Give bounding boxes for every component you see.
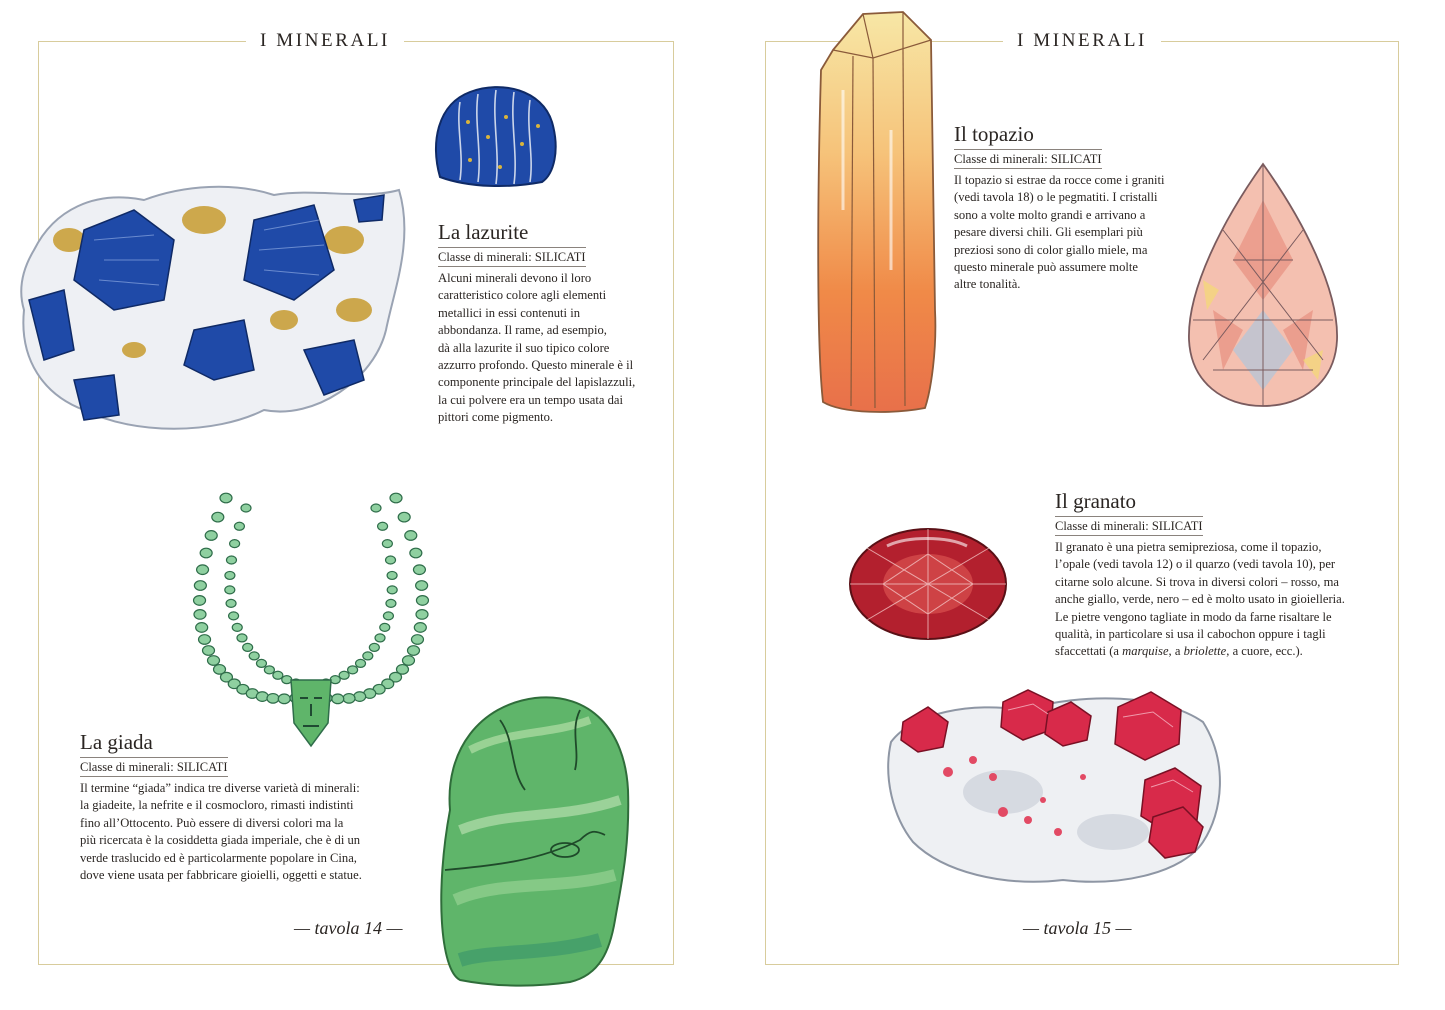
necklace-bead: [232, 623, 242, 631]
necklace-bead: [386, 599, 396, 607]
necklace-bead: [249, 652, 259, 660]
topazio-line: Il topazio si estrae da rocce come i graniti: [954, 173, 1165, 187]
left-folio: — tavola 14 —: [286, 918, 411, 939]
necklace-bead: [375, 634, 385, 642]
right-running-head: I MINERALI: [1003, 30, 1161, 52]
granato-line-suffix: , a cuore, ecc.).: [1226, 644, 1303, 659]
lazurite-line: pittori come pigmento.: [438, 410, 554, 425]
granato-line: l’opale (vedi tavola 12) o il quarzo (vedi tavola 10), per: [1055, 557, 1336, 572]
necklace-bead: [225, 571, 235, 579]
necklace-bead: [278, 694, 290, 704]
lazurite-line: metallici in essi contenuti in: [438, 305, 580, 320]
necklace-bead: [267, 694, 279, 704]
necklace-bead: [205, 531, 217, 541]
giada-line: più ricercata è la cosiddetta giada imperiale, che è di un: [80, 833, 361, 848]
lazurite-body: [438, 270, 635, 427]
necklace-bead: [241, 504, 251, 512]
giada-line: fino all’Ottocento. Può essere di diversi colori ma la: [80, 815, 344, 830]
necklace-bead: [390, 493, 402, 503]
necklace-bead: [229, 612, 239, 620]
giada-title: La giada: [80, 730, 153, 754]
necklace-bead: [383, 612, 393, 620]
right-folio: — tavola 15 —: [1015, 918, 1140, 939]
lazurite-entry: [438, 219, 635, 427]
granato-line: Le pietre vengono tagliate in modo da farne risaltare le: [1055, 609, 1332, 624]
necklace-bead: [416, 581, 428, 591]
necklace-bead: [230, 540, 240, 548]
necklace-bead: [354, 692, 366, 702]
topazio-line: altre tonalità.: [954, 277, 1021, 292]
giada-entry: [80, 729, 362, 884]
left-page: [0, 0, 722, 1010]
necklace-bead: [387, 571, 397, 579]
necklace-bead: [408, 646, 420, 656]
necklace-bead: [212, 512, 224, 522]
necklace-bead: [405, 531, 417, 541]
necklace-bead: [369, 643, 379, 651]
granato-line: Il granato è una pietra semipreziosa, come il topazio,: [1055, 540, 1322, 554]
necklace-bead: [371, 504, 381, 512]
pear-cut-topaz-illustration: [1183, 160, 1343, 410]
giada-line: verde traslucido ed è particolarmente popolare in Cina,: [80, 850, 357, 865]
necklace-bead: [356, 659, 366, 667]
necklace-bead: [380, 623, 390, 631]
necklace-bead: [387, 586, 397, 594]
necklace-bead: [416, 596, 428, 606]
granato-title: Il granato: [1055, 489, 1137, 513]
granato-line-prefix: sfaccettati (a: [1055, 644, 1123, 659]
necklace-bead: [243, 643, 253, 651]
necklace-bead: [194, 596, 206, 606]
lazurite-line: componente principale del lapislazzuli,: [438, 375, 636, 390]
necklace-bead: [197, 565, 209, 575]
topazio-title: Il topazio: [954, 122, 1034, 146]
necklace-bead: [378, 522, 388, 530]
necklace-bead: [256, 659, 266, 667]
necklace-bead: [413, 565, 425, 575]
necklace-bead: [332, 694, 344, 704]
right-page: [723, 0, 1445, 1010]
necklace-bead: [226, 556, 236, 564]
marquise-term: marquise: [1122, 644, 1169, 659]
giada-line: dove viene usata per fabbricare gioielli, oggetti e statue.: [80, 868, 362, 883]
lazurite-line: Alcuni minerali devono il loro: [438, 271, 592, 285]
granato-line: citarne solo alcune. Si trova in diversi colori – rosso, ma: [1055, 574, 1339, 589]
lazurite-line: caratteristico colore agli elementi: [438, 288, 607, 303]
necklace-bead: [402, 656, 414, 666]
necklace-bead: [339, 671, 349, 679]
lazurite-line: azzurro profondo. Questo minerale è il: [438, 358, 634, 373]
topazio-line: pesare diversi chili. Gli esemplari più: [954, 225, 1143, 240]
necklace-bead: [203, 646, 215, 656]
lazurite-line: dà alla lazurite il suo tipico colore: [438, 340, 610, 355]
giada-body: [80, 780, 362, 884]
lazurite-line: abbondanza. Il rame, ad esempio,: [438, 323, 607, 338]
necklace-bead: [208, 656, 220, 666]
necklace-bead: [225, 586, 235, 594]
necklace-bead: [194, 610, 206, 620]
lazurite-line: la cui polvere era un tempo usata dai: [438, 392, 623, 407]
granato-line-mid: , a: [1168, 644, 1184, 659]
lazurite-title: La lazurite: [438, 220, 529, 244]
necklace-bead: [256, 692, 268, 702]
necklace-bead: [199, 635, 211, 645]
lapis-cabochon-illustration: [430, 82, 560, 190]
necklace-bead: [348, 666, 358, 674]
necklace-bead: [414, 623, 426, 633]
necklace-bead: [194, 581, 206, 591]
giada-line: la giadeite, la nefrite e il cosmocloro, rimasti indistinti: [80, 798, 354, 813]
necklace-bead: [343, 694, 355, 704]
necklace-bead: [264, 666, 274, 674]
jade-boulder-illustration: [430, 690, 640, 990]
necklace-bead: [200, 548, 212, 558]
topazio-body: [954, 172, 1165, 294]
granato-line: qualità, in particolare si usa il cabochon oppure i tagli: [1055, 627, 1326, 642]
topazio-line: questo minerale può assumere molte: [954, 260, 1138, 275]
granato-entry: [1055, 488, 1345, 661]
garnet-cluster-illustration: [883, 682, 1233, 890]
necklace-bead: [226, 599, 236, 607]
topazio-class-line: Classe di minerali: SILICATI: [954, 149, 1102, 169]
topazio-line: sono a volte molto grandi e arrivano a: [954, 207, 1146, 222]
left-running-head: I MINERALI: [246, 30, 404, 52]
briolette-term: briolette: [1183, 644, 1227, 659]
necklace-bead: [196, 623, 208, 633]
giada-line: Il termine “giada” indica tre diverse varietà di minerali:: [80, 781, 360, 795]
necklace-bead: [416, 610, 428, 620]
topazio-line: (vedi tavola 18) o le pegmatiti. I cristalli: [954, 190, 1158, 205]
topaz-crystal-illustration: [803, 10, 953, 420]
necklace-bead: [398, 512, 410, 522]
granato-line: anche giallo, verde, nero – ed è molto usato in gioielleria.: [1055, 592, 1345, 607]
granato-line: [1055, 643, 1345, 660]
jade-necklace-illustration: [186, 488, 436, 758]
necklace-bead: [382, 540, 392, 548]
oval-garnet-illustration: [847, 526, 1009, 642]
granato-body: [1055, 539, 1345, 661]
necklace-bead: [410, 548, 422, 558]
topazio-entry: [954, 121, 1165, 294]
necklace-bead: [220, 493, 232, 503]
necklace-bead: [237, 634, 247, 642]
necklace-bead: [386, 556, 396, 564]
necklace-bead: [363, 652, 373, 660]
granato-class-line: Classe di minerali: SILICATI: [1055, 516, 1203, 536]
necklace-bead: [273, 671, 283, 679]
lazurite-rock-illustration: [14, 180, 414, 442]
topazio-line: preziosi sono di color giallo miele, ma: [954, 242, 1148, 257]
lazurite-class-line: Classe di minerali: SILICATI: [438, 247, 586, 267]
necklace-bead: [411, 635, 423, 645]
necklace-bead: [234, 522, 244, 530]
giada-class-line: Classe di minerali: SILICATI: [80, 757, 228, 777]
